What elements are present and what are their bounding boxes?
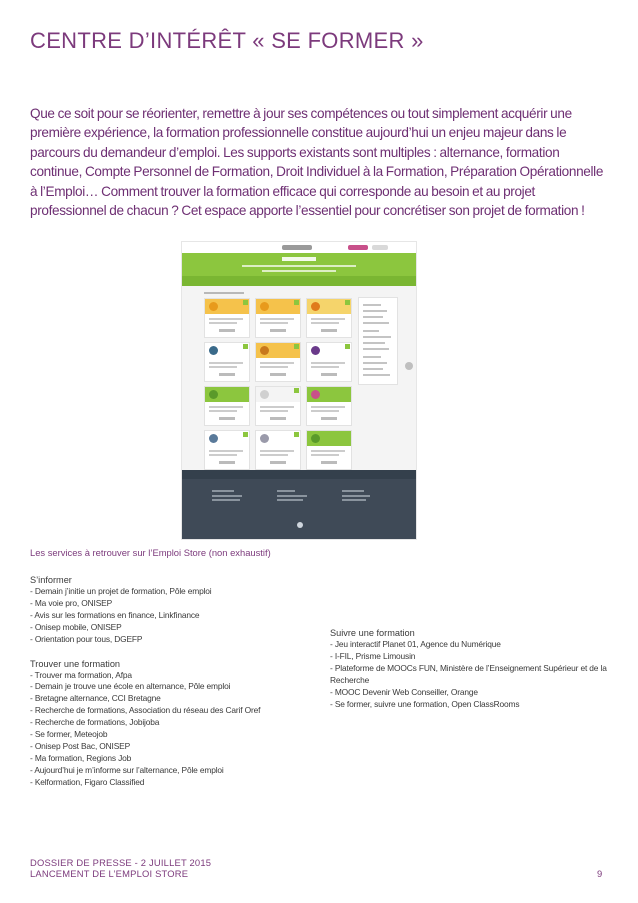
list-item: - I-FIL, Prisme Limousin [330, 650, 416, 661]
services-right-column [330, 627, 622, 710]
screenshot-topbar [182, 242, 416, 253]
list-item: - Aujourd’hui je m’informe sur l’alternance, Pôle emploi [30, 764, 224, 775]
footer-launch: LANCEMENT DE L’EMPLOI STORE [30, 868, 189, 879]
page-number: 9 [597, 868, 603, 879]
screenshot-service-card [255, 298, 301, 338]
screenshot-service-card [204, 386, 250, 426]
screenshot-breadcrumb [204, 292, 244, 294]
list-item: - Se former, Meteojob [30, 729, 108, 740]
section-heading-suivre: Suivre une formation [330, 628, 415, 638]
list-item: - Plateforme de MOOCs FUN, Ministère de l’Enseignement Supérieur et de la Recherche [330, 662, 607, 685]
services-title: Les services à retrouver sur l’Emploi Store (non exhaustif) [30, 547, 271, 558]
trouver-list [30, 670, 320, 789]
intro-paragraph: Que ce soit pour se réorienter, remettre à jour ses compétences ou tout simplement acquérir une première expérience, la formation professionnelle constitue aujourd’hui un enjeu majeur dans le parcours du demandeur d’emploi. Les supports existants sont multiples : alternance, formation continue, Compte Personnel de Formation, Droit Individuel à la Formation, Préparation Opérationnelle à l’Emploi… Comment trouver la formation efficace qui corresponde au besoin et au projet professionnel de chacun ? Cet espace apporte l’essentiel pour concrétiser son projet de formation ! [30, 106, 604, 219]
screenshot-service-card [204, 430, 250, 470]
section-heading-trouver: Trouver une formation [30, 658, 121, 669]
screenshot-nav-bar [182, 276, 416, 286]
screenshot-service-card [255, 342, 301, 382]
list-item: - MOOC Devenir Web Conseiller, Orange [330, 686, 478, 697]
list-item: - Onisep Post Bac, ONISEP [30, 740, 131, 751]
list-item: - Jeu interactif Planet 01, Agence du Numérique [330, 639, 501, 649]
list-item: - Trouver ma formation, Afpa [30, 669, 132, 680]
screenshot-service-card [306, 342, 352, 382]
screenshot-service-card [306, 430, 352, 470]
list-item: - Se former, suivre une formation, Open ClassRooms [330, 698, 520, 709]
screenshot-service-card [204, 298, 250, 338]
section-heading-informer: S’informer [30, 575, 72, 585]
list-item: - Ma voie pro, ONISEP [30, 597, 113, 608]
screenshot-service-card [306, 298, 352, 338]
screenshot-footer [182, 470, 416, 539]
emploi-store-screenshot [181, 241, 417, 540]
list-item: - Demain je trouve une école en alternance, Pôle emploi [30, 681, 231, 692]
services-left-column [30, 574, 320, 789]
list-item: - Onisep mobile, ONISEP [30, 621, 122, 632]
screenshot-service-card [204, 342, 250, 382]
list-item: - Orientation pour tous, DGEFP [30, 633, 143, 644]
list-item: - Recherche de formations, Jobijoba [30, 717, 160, 728]
page-title: CENTRE D’INTÉRÊT « SE FORMER » [30, 28, 424, 53]
informer-list [30, 586, 320, 646]
screenshot-service-card [306, 386, 352, 426]
screenshot-logo [282, 245, 312, 250]
screenshot-filter-sidebar [358, 297, 398, 385]
footer-press-kit: DOSSIER DE PRESSE - 2 JUILLET 2015 [30, 857, 212, 868]
suivre-list [330, 639, 622, 710]
list-item: - Avis sur les formations en finance, Linkfinance [30, 609, 200, 620]
screenshot-service-card [255, 386, 301, 426]
list-item: - Kelformation, Figaro Classified [30, 776, 145, 787]
screenshot-footer-logo [297, 522, 303, 528]
screenshot-header-button [348, 245, 368, 250]
list-item: - Ma formation, Regions Job [30, 752, 132, 763]
list-item: - Demain j’initie un projet de formation, Pôle emploi [30, 586, 212, 596]
screenshot-header-link [372, 245, 388, 250]
list-item: - Bretagne alternance, CCI Bretagne [30, 693, 161, 704]
screenshot-service-card [255, 430, 301, 470]
screenshot-scroll-button [405, 362, 413, 370]
list-item: - Recherche de formations, Association du réseau des Carif Oref [30, 705, 261, 716]
